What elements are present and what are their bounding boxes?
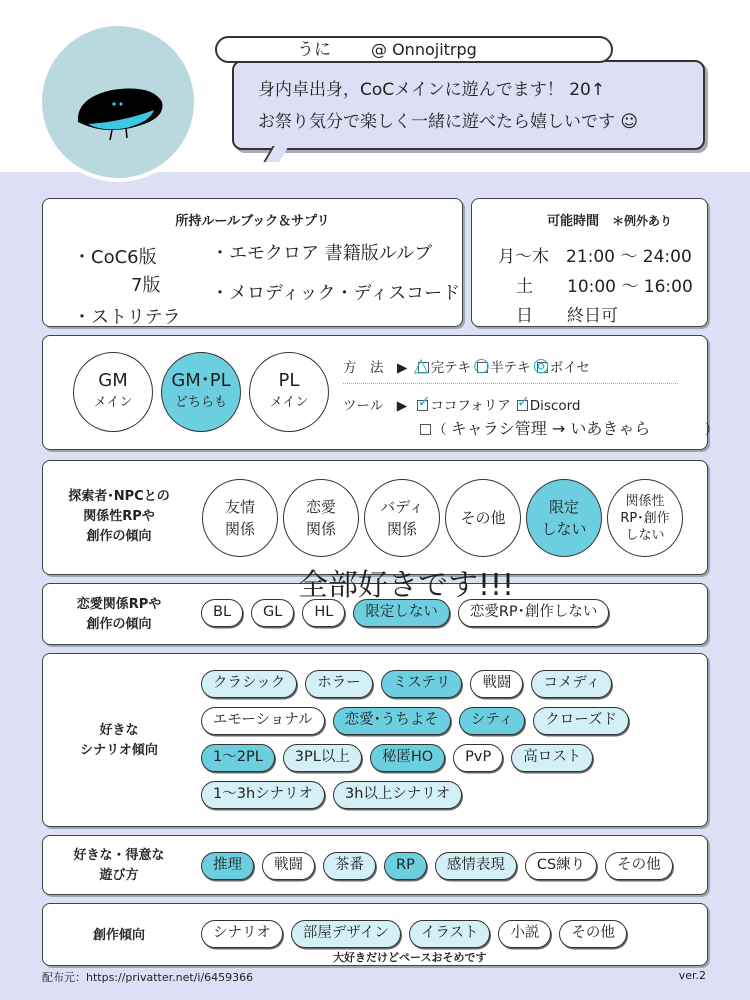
method-label: 完テキ	[430, 360, 472, 376]
schedule-time: 10:00 〜 16:00	[567, 277, 693, 297]
check-icon: ✓	[516, 392, 531, 411]
schedule-day: 月〜木	[498, 247, 549, 267]
tag-pill[interactable]: BL	[201, 599, 243, 627]
pill-group	[201, 670, 641, 809]
profile-name: うに	[297, 40, 331, 60]
tag-pill[interactable]: 部屋デザイン	[291, 920, 401, 948]
relation-option[interactable]: バディ 関係	[364, 479, 440, 557]
rulebooks-section	[42, 198, 463, 327]
method-option[interactable]	[473, 354, 531, 376]
comment-bubble	[232, 60, 705, 150]
comment-line: お祭り気分で楽しく一緒に遊べたら嬉しいです ☺	[258, 112, 639, 132]
method-label: 方 法 ▶	[343, 360, 408, 376]
section-title: 所持ルールブック＆サプリ	[175, 214, 330, 229]
relation-option[interactable]: その他	[445, 479, 521, 557]
relation-section	[42, 460, 708, 575]
tag-pill[interactable]: イラスト	[409, 920, 491, 948]
schedule-title: 可能時間	[546, 214, 599, 229]
tag-pill[interactable]: その他	[559, 920, 627, 948]
rulebook-item: ・CoC6版	[73, 247, 157, 268]
preference-section	[42, 903, 708, 966]
role-bottom: メイン	[269, 395, 309, 410]
relation-option[interactable]: 関係性 RP･創作 しない	[607, 479, 683, 557]
tag-pill[interactable]: PvP	[453, 744, 503, 772]
relation-option[interactable]: 友情 関係	[202, 479, 278, 557]
tag-pill[interactable]: シティ	[459, 707, 525, 735]
tag-pill[interactable]: GL	[251, 599, 294, 627]
rulebook-item: 7版	[131, 275, 161, 296]
tag-pill[interactable]: 秘匿HO	[370, 744, 445, 772]
section-label: 好きな・得意な 遊び方	[73, 848, 165, 883]
tag-pill[interactable]: 恋愛RP･創作しない	[458, 599, 610, 627]
role-top: GM･PL	[171, 370, 231, 391]
avatar	[38, 22, 198, 182]
tag-pill[interactable]: コメディ	[531, 670, 612, 698]
divider	[343, 383, 678, 384]
play-style-section	[42, 335, 719, 450]
other-tool-checkbox[interactable]	[420, 424, 431, 435]
version-label: ver.2	[678, 969, 706, 982]
schedule-row	[498, 242, 692, 267]
method-option[interactable]	[532, 354, 590, 376]
profile-handle: @ Onnojitrpg	[371, 40, 477, 59]
tag-pill[interactable]: RP	[384, 852, 427, 880]
relation-option[interactable]: 限定 しない	[526, 479, 602, 557]
handwritten-annotation: 全部好きです!!!	[298, 568, 515, 603]
relation-option[interactable]: 恋愛 関係	[283, 479, 359, 557]
circle-mark-icon: △	[413, 354, 429, 376]
pill-group	[201, 920, 701, 948]
tag-pill[interactable]: その他	[605, 852, 673, 880]
role-bottom: どちらも	[174, 395, 227, 410]
tool-option[interactable]	[417, 392, 511, 414]
section-label: 探索者･NPCとの 関係性RPや 創作の傾向	[68, 489, 170, 544]
role-top: GM	[98, 370, 128, 391]
role-top: PL	[278, 370, 300, 391]
tag-pill[interactable]: 茶番	[323, 852, 376, 880]
tag-pill[interactable]: エモーショナル	[201, 707, 325, 735]
tool-row	[343, 394, 581, 414]
tag-pill[interactable]: 1〜3hシナリオ	[201, 781, 325, 809]
tag-pill[interactable]: 限定しない	[353, 599, 450, 627]
preference-section	[42, 835, 708, 895]
tag-pill[interactable]: 3h以上シナリオ	[333, 781, 462, 809]
paren: ）	[704, 422, 719, 438]
tag-pill[interactable]: 感情表現	[435, 852, 517, 880]
tag-pill[interactable]: クラシック	[201, 670, 297, 698]
sea-urchin-character-icon	[42, 26, 194, 178]
role-option[interactable]	[161, 352, 241, 432]
schedule-section	[471, 198, 708, 327]
tag-pill[interactable]: CS練り	[525, 852, 597, 880]
method-label: ボイセ	[549, 360, 590, 376]
circle-mark-icon: ◎	[532, 354, 550, 376]
paren: （	[433, 422, 447, 438]
pill-group	[201, 852, 701, 880]
preference-section	[42, 653, 708, 827]
name-bar	[215, 36, 613, 63]
section-title	[472, 210, 707, 229]
tag-pill[interactable]: ミステリ	[381, 670, 463, 698]
role-option[interactable]	[249, 352, 329, 432]
other-tool-row	[420, 416, 718, 439]
tag-pill[interactable]: ホラー	[305, 670, 373, 698]
method-label: 半テキ	[490, 360, 531, 376]
tag-pill[interactable]: 恋愛･うちよそ	[333, 707, 451, 735]
tag-pill[interactable]: 1〜2PL	[201, 744, 275, 772]
tag-pill[interactable]: 戦闘	[262, 852, 315, 880]
section-label: 創作傾向	[92, 927, 145, 943]
tool-option[interactable]	[516, 392, 581, 414]
other-tool-text: キャラシ管理 → いあきゃら	[450, 419, 651, 438]
tool-label: ツール ▶	[343, 398, 408, 414]
tag-pill[interactable]: シナリオ	[201, 920, 283, 948]
method-option[interactable]	[413, 354, 472, 376]
circle-mark-icon: ○	[473, 354, 490, 376]
role-bottom: メイン	[93, 395, 133, 410]
tag-pill[interactable]: クローズド	[533, 707, 629, 735]
schedule-row	[516, 301, 618, 326]
tag-pill[interactable]: 小説	[498, 920, 551, 948]
schedule-row	[516, 272, 693, 297]
rulebook-item: ・エモクロア 書籍版ルルブ	[211, 243, 433, 264]
section-label: 好きな シナリオ傾向	[80, 723, 158, 758]
tool-label: Discord	[529, 398, 581, 414]
schedule-day: 土	[516, 277, 533, 297]
rulebook-item: ・メロディック・ディスコード	[211, 283, 461, 304]
rulebook-item: ・ストリテラ	[73, 307, 181, 328]
schedule-time: 21:00 〜 24:00	[566, 247, 692, 267]
tag-pill[interactable]: 戦闘	[470, 670, 523, 698]
source-link[interactable]: 配布元：https://privatter.net/i/6459366	[42, 971, 254, 984]
tool-label: ココフォリア	[430, 398, 511, 414]
tag-pill[interactable]: 3PL以上	[283, 744, 362, 772]
section-label: 恋愛関係RPや 創作の傾向	[76, 597, 162, 632]
schedule-day: 日	[516, 306, 533, 326]
schedule-time: 終日可	[567, 306, 618, 326]
check-icon: ✓	[417, 392, 431, 411]
role-option[interactable]	[73, 352, 153, 432]
tag-pill[interactable]: HL	[302, 599, 345, 627]
tag-pill[interactable]: 推理	[201, 852, 254, 880]
schedule-note: ＊例外あり	[612, 214, 673, 228]
method-row	[343, 356, 590, 376]
handwritten-note: 大好きだけどペースおそめです	[333, 951, 487, 964]
tag-pill[interactable]: 高ロスト	[511, 744, 593, 772]
comment-line: 身内卓出身，CoCメインに遊んでます！ 20↑	[258, 80, 606, 100]
